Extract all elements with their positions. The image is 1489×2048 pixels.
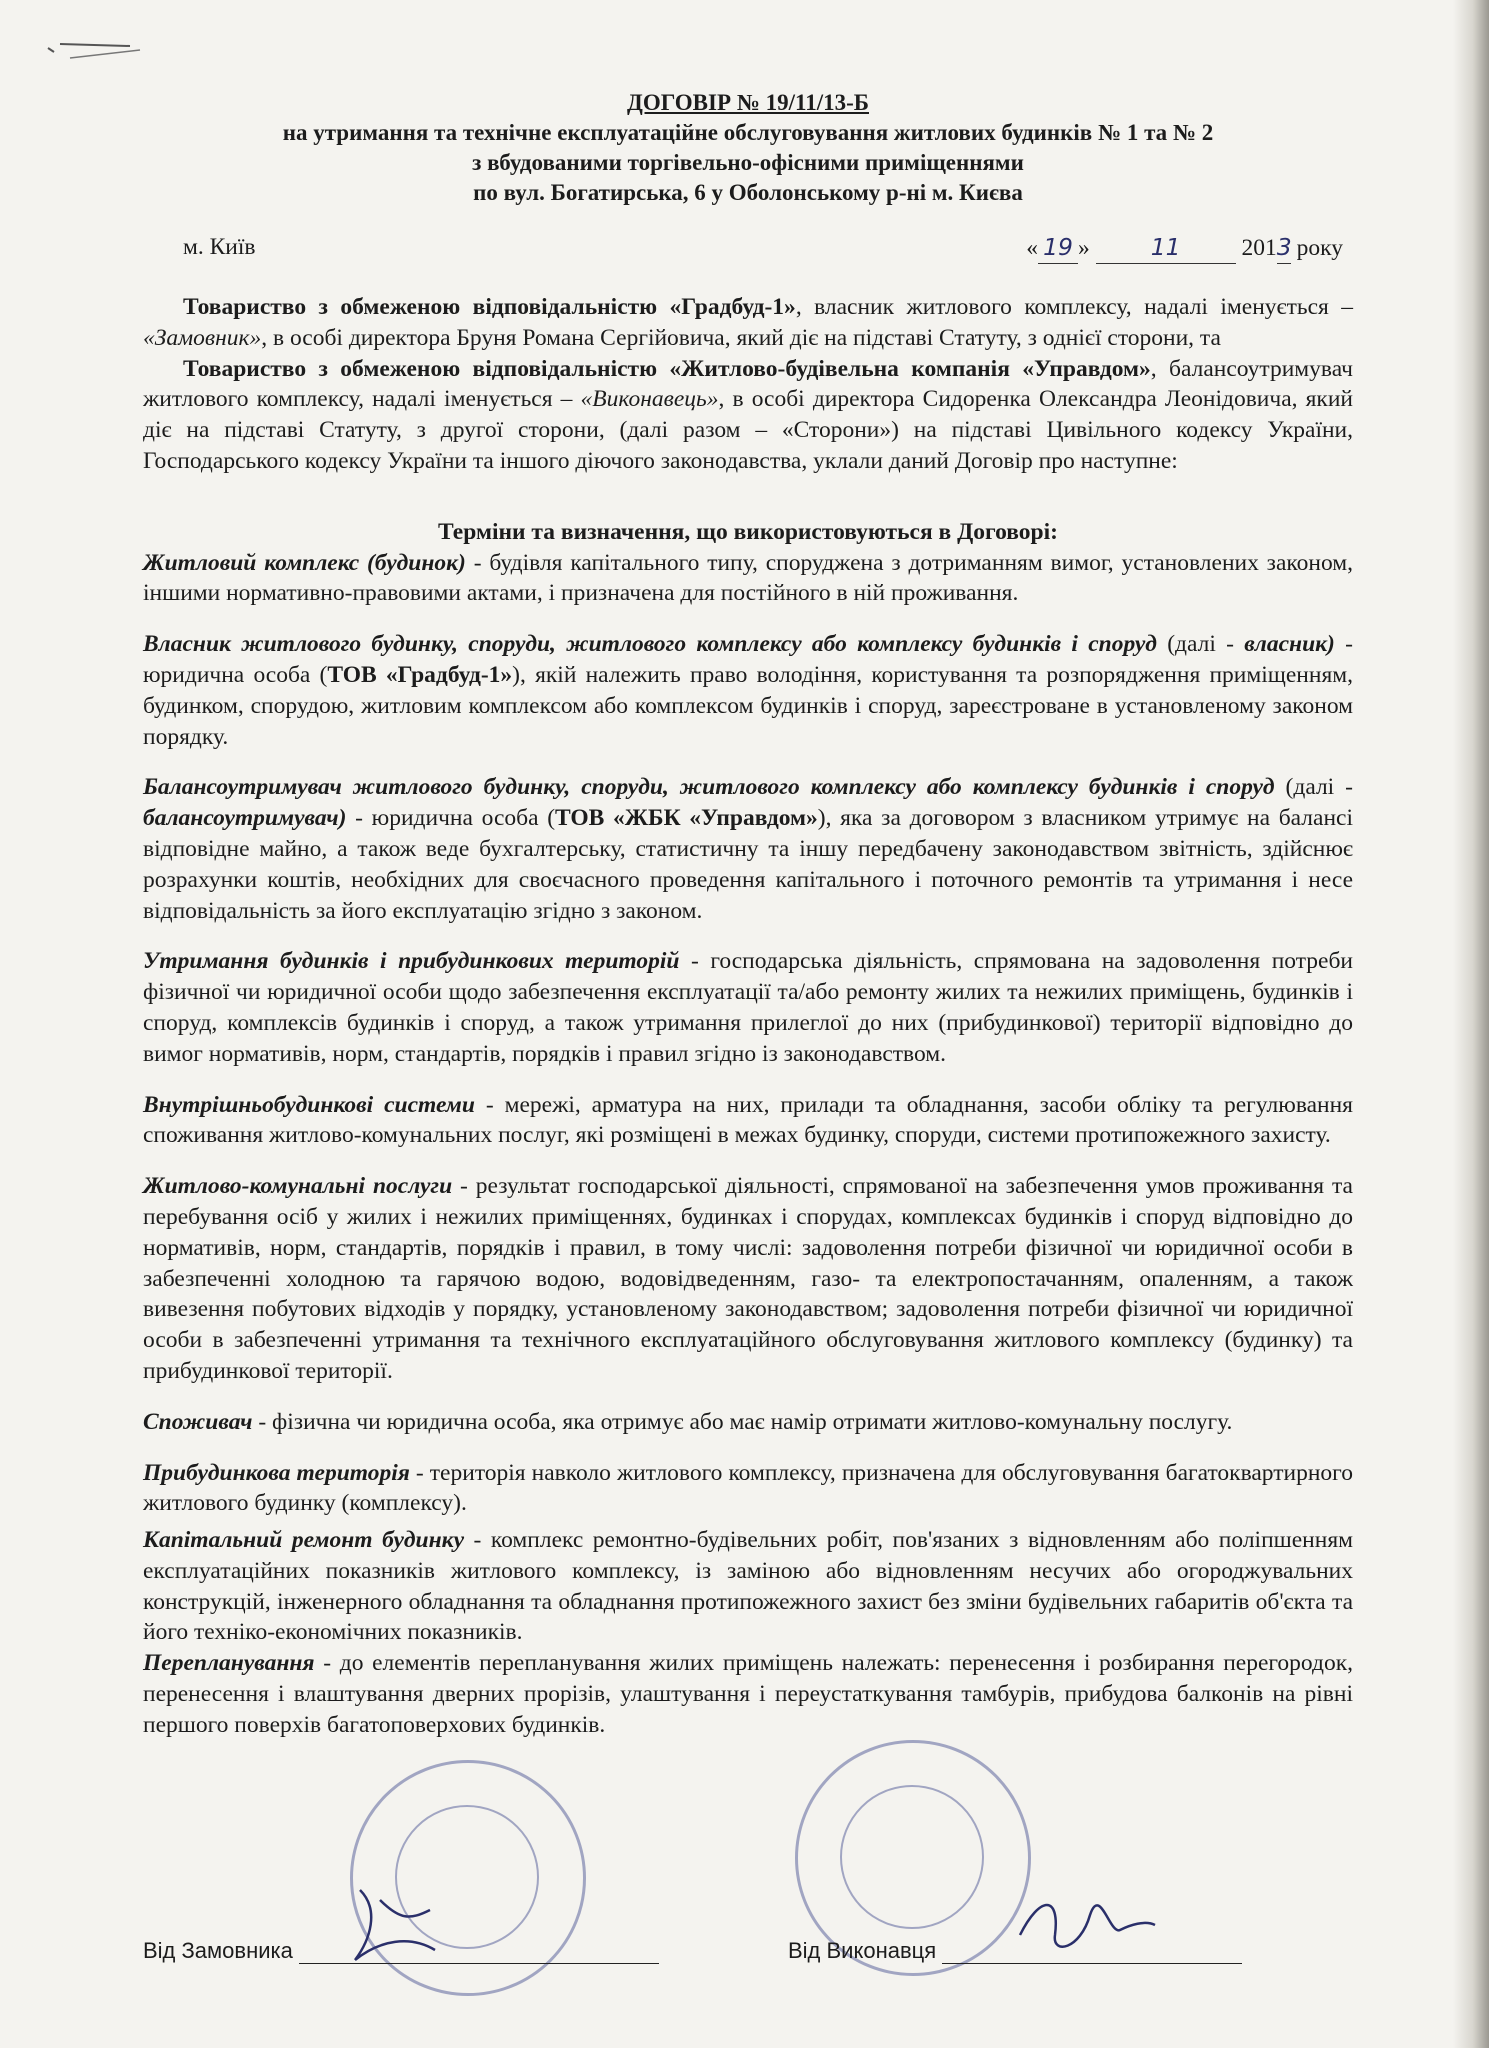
date-month-handwritten: 11 [1096, 232, 1236, 264]
intro-text: , в особі директора Бруня Романа Сергійовича, який діє на підставі Статуту, з однієї сторони, та [261, 324, 1221, 351]
contractor-org-name: Товариство з обмеженою відповідальністю «Житлово-будівельна компанія «Управдом» [183, 355, 1151, 382]
definition-residential-complex [143, 548, 1353, 610]
definition-text: ), яка за договором з власником утримує на балансі відповідне майно, а також веде бухгалтерську, статистичну та іншу передбачену законодавством звітність, здійснює розрахунки коштів, необхідних для своєчасного проведення капітального і поточного ремонтів та утримання і несе відповідальність за його експлуатацію згідно з законом. [143, 805, 1353, 924]
contractor-signature-block [788, 1938, 1242, 1964]
definition-text: - результат господарської діяльності, спрямованої на забезпечення умов проживання та перебування осіб у жилих і нежилих приміщеннях, будинках і спорудах, комплексах будинків і споруд відповідно до нормативів, норм, стандартів, порядків і правил, в тому числі: задоволення потреби фізичної чи юридичної особи в забезпеченні холодною та гарячою водою, водовідведенням, газо- та електропостачанням, опаленням, а також вивезення побутових відходів у порядку, установленому законодавством; задоволення потреби фізичної чи юридичної особи в забезпеченні утримання та технічного експлуатаційного обслуговування житлового комплексу (будинку) та прибудинкової території. [143, 1173, 1353, 1384]
definition-adjacent-territory [143, 1458, 1353, 1520]
definition-term: Житловий комплекс (будинок) [143, 549, 466, 576]
definition-term: Внутрішньобудинкові системи [143, 1091, 475, 1118]
customer-sign-label: Від Замовника [143, 1938, 293, 1963]
definition-text: - мережі, арматура на них, прилади та обладнання, засоби обліку та регулювання споживання житлово-комунальних послуг, які розміщені в межах будинку, споруди, системи протипожежного захисту. [143, 1091, 1353, 1149]
date-year-suffix: року [1296, 235, 1343, 261]
definition-text: - територія навколо житлового комплексу, призначена для обслуговування багатоквартирного житлового будинку (комплексу). [143, 1459, 1353, 1517]
place-date-row [143, 232, 1353, 264]
definition-text: - юридична особа ( [143, 631, 1353, 688]
definition-housing-services [143, 1171, 1353, 1387]
customer-signature-block [143, 1938, 659, 1964]
document-title [143, 88, 1353, 208]
definition-short-term: власник) [1244, 631, 1335, 658]
contract-date [1026, 232, 1343, 264]
definition-text: - юридична особа ( [346, 805, 556, 832]
definition-replanning [143, 1648, 1353, 1740]
owner-org-name: ТОВ «Градбуд-1» [327, 661, 513, 688]
definition-balance-holder [143, 772, 1353, 926]
balance-holder-org-name: ТОВ «ЖБК «Управдом» [555, 805, 818, 832]
date-year-prefix: 201 [1241, 235, 1277, 261]
definition-term: Капітальний ремонт будинку [143, 1527, 465, 1554]
definition-text: - до елементів перепланування жилих приміщень належать: перенесення і розбирання перегородок, перенесення і влаштування дверних прорізів, улаштування і переустаткування тамбурів, прибудова балконів на рівні першого поверхів багатоповерхових будинків. [143, 1650, 1353, 1738]
title-subject-line: на утримання та технічне експлуатаційне обслуговування житлових будинків № 1 та № 2 [282, 120, 1214, 145]
contract-document [143, 88, 1353, 1741]
contractor-role: «Виконавець» [580, 386, 719, 413]
title-premises-line: з вбудованими торгівельно-офісними приміщеннями [472, 150, 1024, 175]
contractor-sign-label: Від Виконавця [788, 1938, 937, 1963]
date-quote-close: » [1078, 235, 1090, 261]
definition-text: - будівля капітального типу, споруджена з дотриманням вимог, установлених законом, іншими нормативно-правовими актами, і призначена для постійного в ній проживання. [143, 549, 1353, 607]
title-contract-number: ДОГОВІР № 19/11/13-Б [627, 90, 869, 115]
definition-term: Перепланування [143, 1650, 315, 1677]
intro-text: , балансоутримувач житлового комплексу, надалі іменується – [143, 355, 1353, 413]
date-quote-open: « [1026, 235, 1039, 261]
definition-capital-repair [143, 1525, 1353, 1648]
section-title-definitions: Терміни та визначення, що використовуються в Договорі: [438, 518, 1058, 545]
definition-maintenance [143, 946, 1353, 1069]
intro-text: , власник житлового комплексу, надалі іменується – [795, 294, 1353, 320]
definition-text: - фізична чи юридична особа, яка отримує або має намір отримати житлово-комунальну послугу. [252, 1408, 1233, 1435]
definition-short-term: балансоутримувач) [143, 805, 347, 832]
definition-text: - комплекс ремонтно-будівельних робіт, пов'язаних з відновленням або поліпшенням експлуатаційних показників житлового комплексу, із заміною або відновленням несучих або огороджувальних конструкцій, інженерного обладнання та обладнання протипожежного захист без зміни будівельних габаритів об'єкта та його техніко-економічних показників. [143, 1527, 1354, 1646]
contractor-stamp-inner-ring [840, 1785, 984, 1929]
staple-marks-icon [40, 30, 160, 70]
definition-term: Балансоутримувач житлового будинку, споруди, житлового комплексу або комплексу будинків і споруд [143, 774, 1275, 801]
definition-term: Утримання будинків і прибудинкових територій [143, 948, 680, 975]
city-label: м. Київ [183, 234, 256, 260]
signature-row [143, 1938, 1323, 1978]
contractor-sign-line [942, 1941, 1242, 1964]
definition-consumer [143, 1407, 1353, 1438]
definition-term: Споживач [143, 1408, 253, 1435]
date-day-handwritten: 19 [1038, 232, 1078, 264]
definition-text: - господарська діяльність, спрямована на задоволення потреби фізичної чи юридичної особи щодо забезпечення експлуатації та/або ремонту жилих та нежилих приміщень, будинків і споруд, комплексів будинків і споруд, а також утримання прилеглої до них (прибудинкової) території відповідно до вимог нормативів, норм, стандартів, порядків і правил згідно із законодавством. [143, 948, 1353, 1067]
intro-paragraph-customer [143, 292, 1353, 354]
intro-paragraph-contractor [143, 354, 1353, 477]
customer-sign-line [299, 1941, 659, 1964]
date-year-digit-handwritten: 3 [1277, 232, 1291, 264]
customer-role: «Замовник» [143, 324, 262, 351]
definition-text: ), якій належить право володіння, користування та розпорядження приміщенням, будинком, спорудою, житловим комплексом або комплексом будинків і споруд, зареєстроване в установленому законом порядку. [143, 661, 1354, 750]
definition-term: Житлово-комунальні послуги [143, 1173, 453, 1200]
definition-internal-systems [143, 1090, 1353, 1152]
definition-text: (далі - [1274, 774, 1353, 801]
title-address-line: по вул. Богатирська, 6 у Оболонському р-ні м. Києва [473, 180, 1023, 205]
definition-term: Власник житлового будинку, споруди, житлового комплексу або комплексу будинків і споруд [143, 631, 1157, 658]
intro-text: , в особі директора Сидоренка Олександра Леонідовича, який діє на підставі Статуту, з другої сторони, (далі разом – «Сторони») на підставі Цивільного кодексу України, Господарського кодексу України та іншого діючого законодавства, уклали даний Договір про наступне: [143, 386, 1353, 474]
definition-text: (далі - [1156, 631, 1245, 658]
definition-owner [143, 629, 1353, 752]
definition-term: Прибудинкова територія [143, 1459, 410, 1486]
page-edge-shadow [1453, 0, 1489, 2048]
customer-org-name: Товариство з обмеженою відповідальністю «Градбуд-1» [183, 294, 796, 320]
